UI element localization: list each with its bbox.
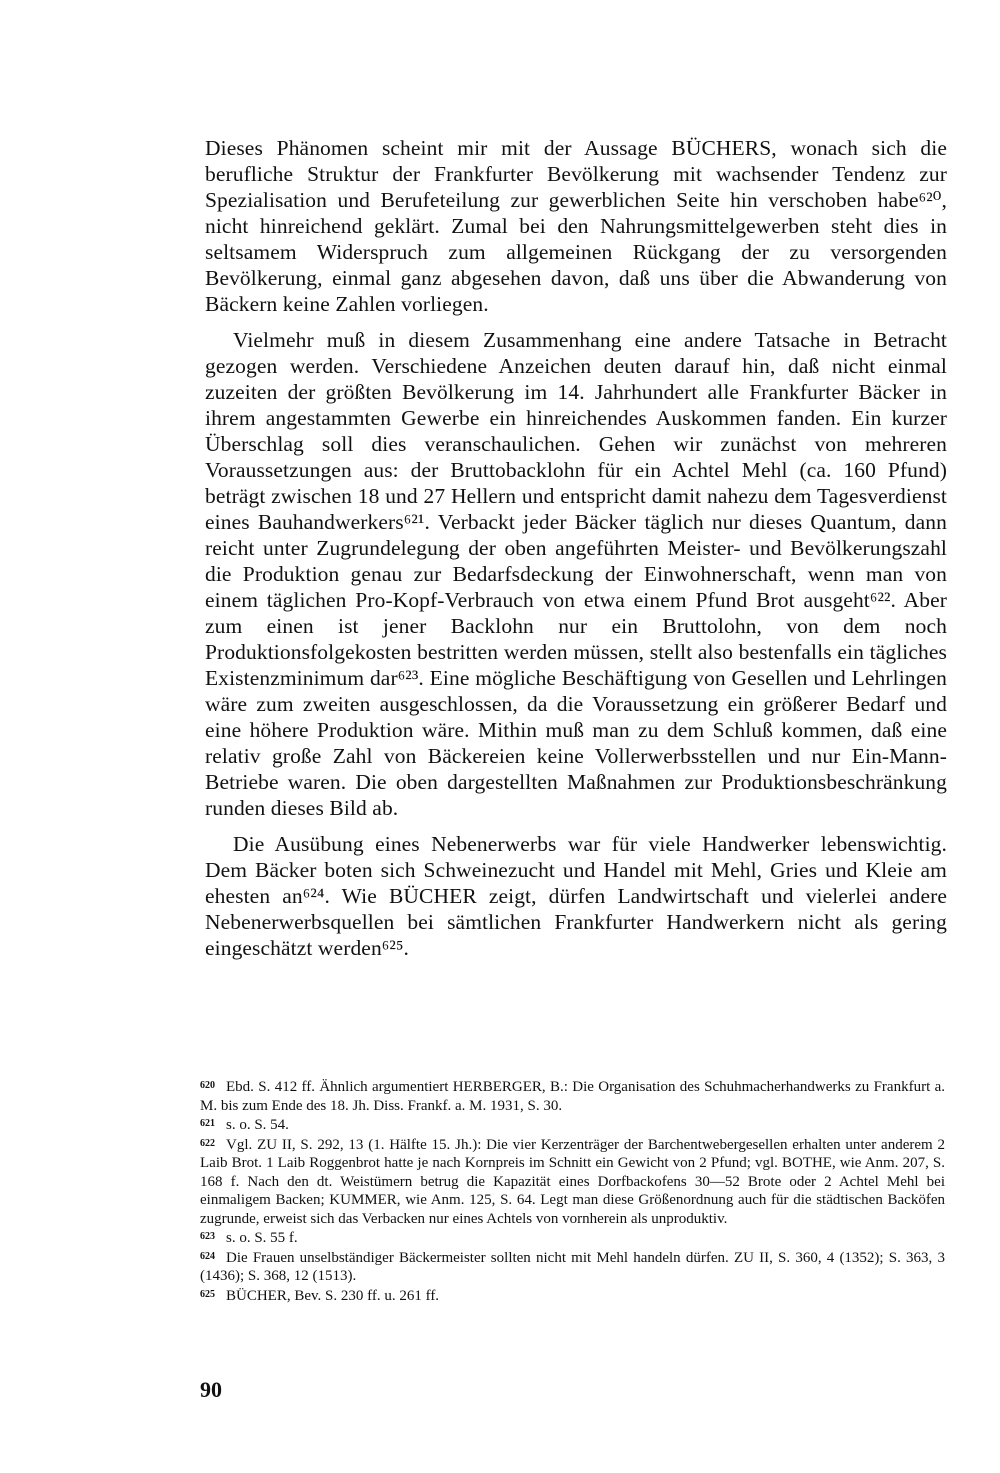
- paragraph-2: Vielmehr muß in diesem Zusammenhang eine andere Tatsache in Betracht gezogen werden. Verschiedene Anzeichen deuten darauf hin, daß nicht einmal zuzeiten der größten Bevölkerung im 14. Jahrhundert alle Frankfurter Bäcker in ihrem angestammten Gewerbe ein hinreichendes Auskommen fanden. Ein kurzer Überschlag soll dies veranschaulichen. Gehen wir zunächst von mehreren Voraussetzungen aus: der Bruttobacklohn für ein Achtel Mehl (ca. 160 Pfund) beträgt zwischen 18 und 27 Hellern und entspricht damit nahezu dem Tagesverdienst eines Bauhandwerkers⁶²¹. Verbackt jeder Bäcker täglich nur dieses Quantum, dann reicht unter Zugrundelegung der oben angeführten Meister- und Bevölkerungszahl die Produktion genau zur Bedarfsdeckung der Einwohnerschaft, wenn man von einem täglichen Pro-Kopf-Verbrauch von etwa einem Pfund Brot ausgeht⁶²². Aber zum einen ist jener Backlohn nur ein Bruttolohn, von dem noch Produktionsfolgekosten bestritten werden müssen, stellt also bestenfalls ein tägliches Existenzminimum dar⁶²³. Eine mögliche Beschäftigung von Gesellen und Lehrlingen wäre zum zweiten ausgeschlossen, da die Voraussetzung ein größerer Bedarf und eine höhere Produktion wäre. Mithin muß man zu dem Schluß kommen, daß eine relativ große Zahl von Bäckereien keine Vollerwerbsstellen und nur Ein-Mann-Betriebe waren. Die oben dargestellten Maßnahmen zur Produktionsbeschränkung runden dieses Bild ab.: [205, 328, 947, 820]
- footnote-text: Ebd. S. 412 ff. Ähnlich argumentiert HERBERGER, B.: Die Organisation des Schuhmacherhandwerks zu Frankfurt a. M. bis zum Ende des 18. Jh. Diss. Frankf. a. M. 1931, S. 30.: [200, 1079, 945, 1114]
- footnote-text: Vgl. ZU II, S. 292, 13 (1. Hälfte 15. Jh.): Die vier Kerzenträger der Barchentwebergesellen erhalten unter anderem 2 Laib Brot. 1 Laib Roggenbrot hatte je nach Kornpreis im Schnitt ein Gewicht von 2 Pfund; vgl. BOTHE, wie Anm. 207, S. 168 f. Nach den dt. Weistümern betrug die Kapazität eines Dorfbackofens 30—52 Brote oder 2 Achtel Mehl bei einmaligem Backen; KUMMER, wie Anm. 125, S. 64. Legt man diese Größenordnung auch für die städtischen Backöfen zugrunde, erweist sich das Verbacken nur eines Achtels von vornherein als unproduktiv.: [200, 1136, 945, 1227]
- footnotes: [200, 1078, 945, 1306]
- footnote-text: Die Frauen unselbständiger Bäckermeister sollten nicht mit Mehl handeln dürfen. ZU II, S. 360, 4 (1352); S. 363, 3 (1436); S. 368, 12 (1513).: [200, 1249, 945, 1284]
- footnote-text: s. o. S. 54.: [226, 1117, 289, 1133]
- footnote-number: 625: [200, 1288, 215, 1300]
- footnote-number: 624: [200, 1250, 215, 1262]
- footnote-number: 623: [200, 1231, 215, 1242]
- page-number: 90: [200, 1377, 222, 1402]
- footnote-text: s. o. S. 55 f.: [226, 1230, 298, 1246]
- footnote-number: 620: [200, 1080, 215, 1091]
- paragraph-1: Dieses Phänomen scheint mir mit der Aussage BÜCHERS, wonach sich die berufliche Struktur der Frankfurter Bevölkerung mit wachsender Tendenz zur Spezialisation und Berufeteilung zur gewerblichen Seite hin verschoben habe⁶²⁰, nicht hinreichend geklärt. Zumal bei den Nahrungsmittelgewerben steht dies in seltsamem Widerspruch zum allgemeinen Rückgang der zu versorgenden Bevölkerung, einmal ganz abgesehen davon, daß uns über die Abwanderung von Bäckern keine Zahlen vorliegen.: [205, 136, 947, 316]
- footnote-number: 622: [200, 1137, 215, 1149]
- footnote-622: [200, 1136, 945, 1229]
- footnote-number: 621: [200, 1118, 215, 1129]
- footnote-623: [200, 1229, 945, 1248]
- main-text: [205, 135, 947, 961]
- footnote-625: [200, 1287, 945, 1306]
- paragraph-3: Die Ausübung eines Nebenerwerbs war für viele Handwerker lebenswichtig. Dem Bäcker boten sich Schweinezucht und Handel mit Mehl, Gries und Kleie am ehesten an⁶²⁴. Wie BÜCHER zeigt, dürfen Landwirtschaft und vielerlei andere Nebenerwerbsquellen bei sämtlichen Frankfurter Handwerkern nicht als gering eingeschätzt werden⁶²⁵.: [205, 832, 947, 960]
- footnote-text: BÜCHER, Bev. S. 230 ff. u. 261 ff.: [226, 1287, 440, 1304]
- footnote-624: [200, 1249, 945, 1286]
- footnote-620: [200, 1078, 945, 1115]
- footnote-621: [200, 1116, 945, 1135]
